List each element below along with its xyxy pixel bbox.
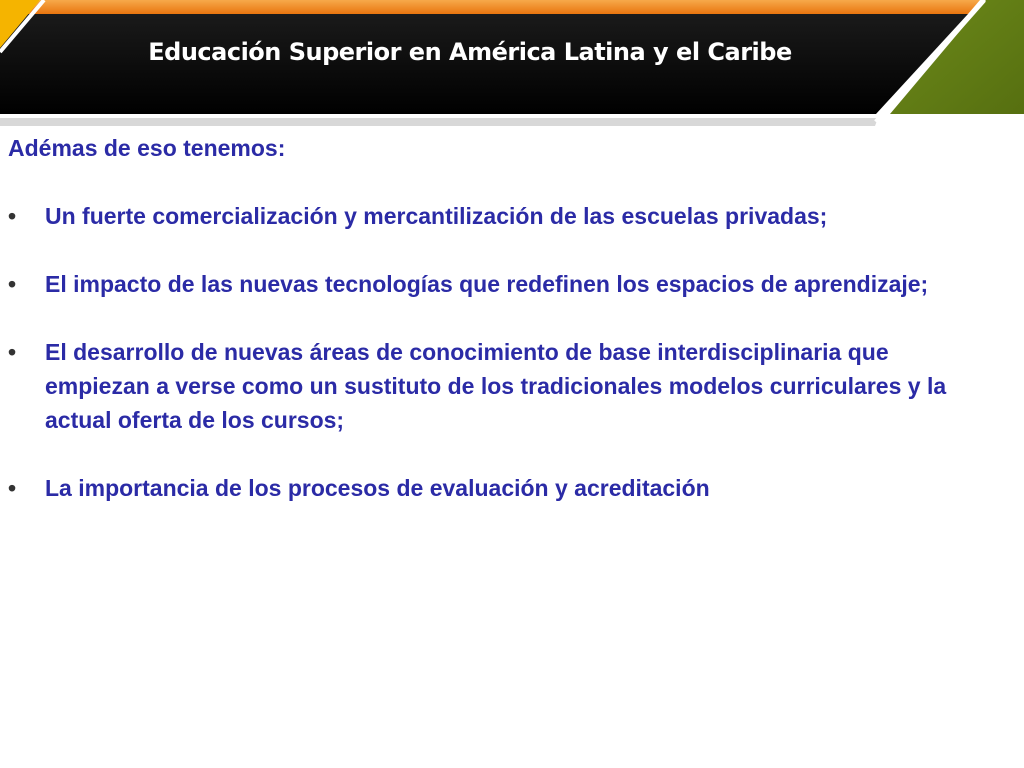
bullet-list <box>8 199 998 505</box>
bullet-text: La importancia de los procesos de evaluación y acreditación <box>45 475 710 501</box>
bullet-text: El impacto de las nuevas tecnologías que redefinen los espacios de aprendizaje; <box>45 271 929 297</box>
intro-text: Adémas de eso tenemos: <box>8 135 286 161</box>
bullet-dot-icon: • <box>8 203 17 229</box>
bullet-item <box>8 471 998 505</box>
slide-body <box>8 131 998 539</box>
bullet-dot-icon: • <box>8 475 17 501</box>
orange-stripe <box>28 0 980 14</box>
slide-title: Educación Superior en América Latina y el Caribe <box>148 38 792 66</box>
bullet-item <box>8 199 998 233</box>
bullet-item <box>8 267 998 301</box>
bullet-text: El desarrollo de nuevas áreas de conocimiento de base interdisciplinaria que empiezan a verse como un sustituto de los tradicionales modelos curriculares y la actual oferta de los cursos; <box>45 339 947 433</box>
bullet-dot-icon: • <box>8 339 17 365</box>
bullet-item <box>8 335 998 437</box>
bullet-text: Un fuerte comercialización y mercantilización de las escuelas privadas; <box>45 203 828 229</box>
header-shadow <box>0 118 878 126</box>
bullet-dot-icon: • <box>8 271 17 297</box>
